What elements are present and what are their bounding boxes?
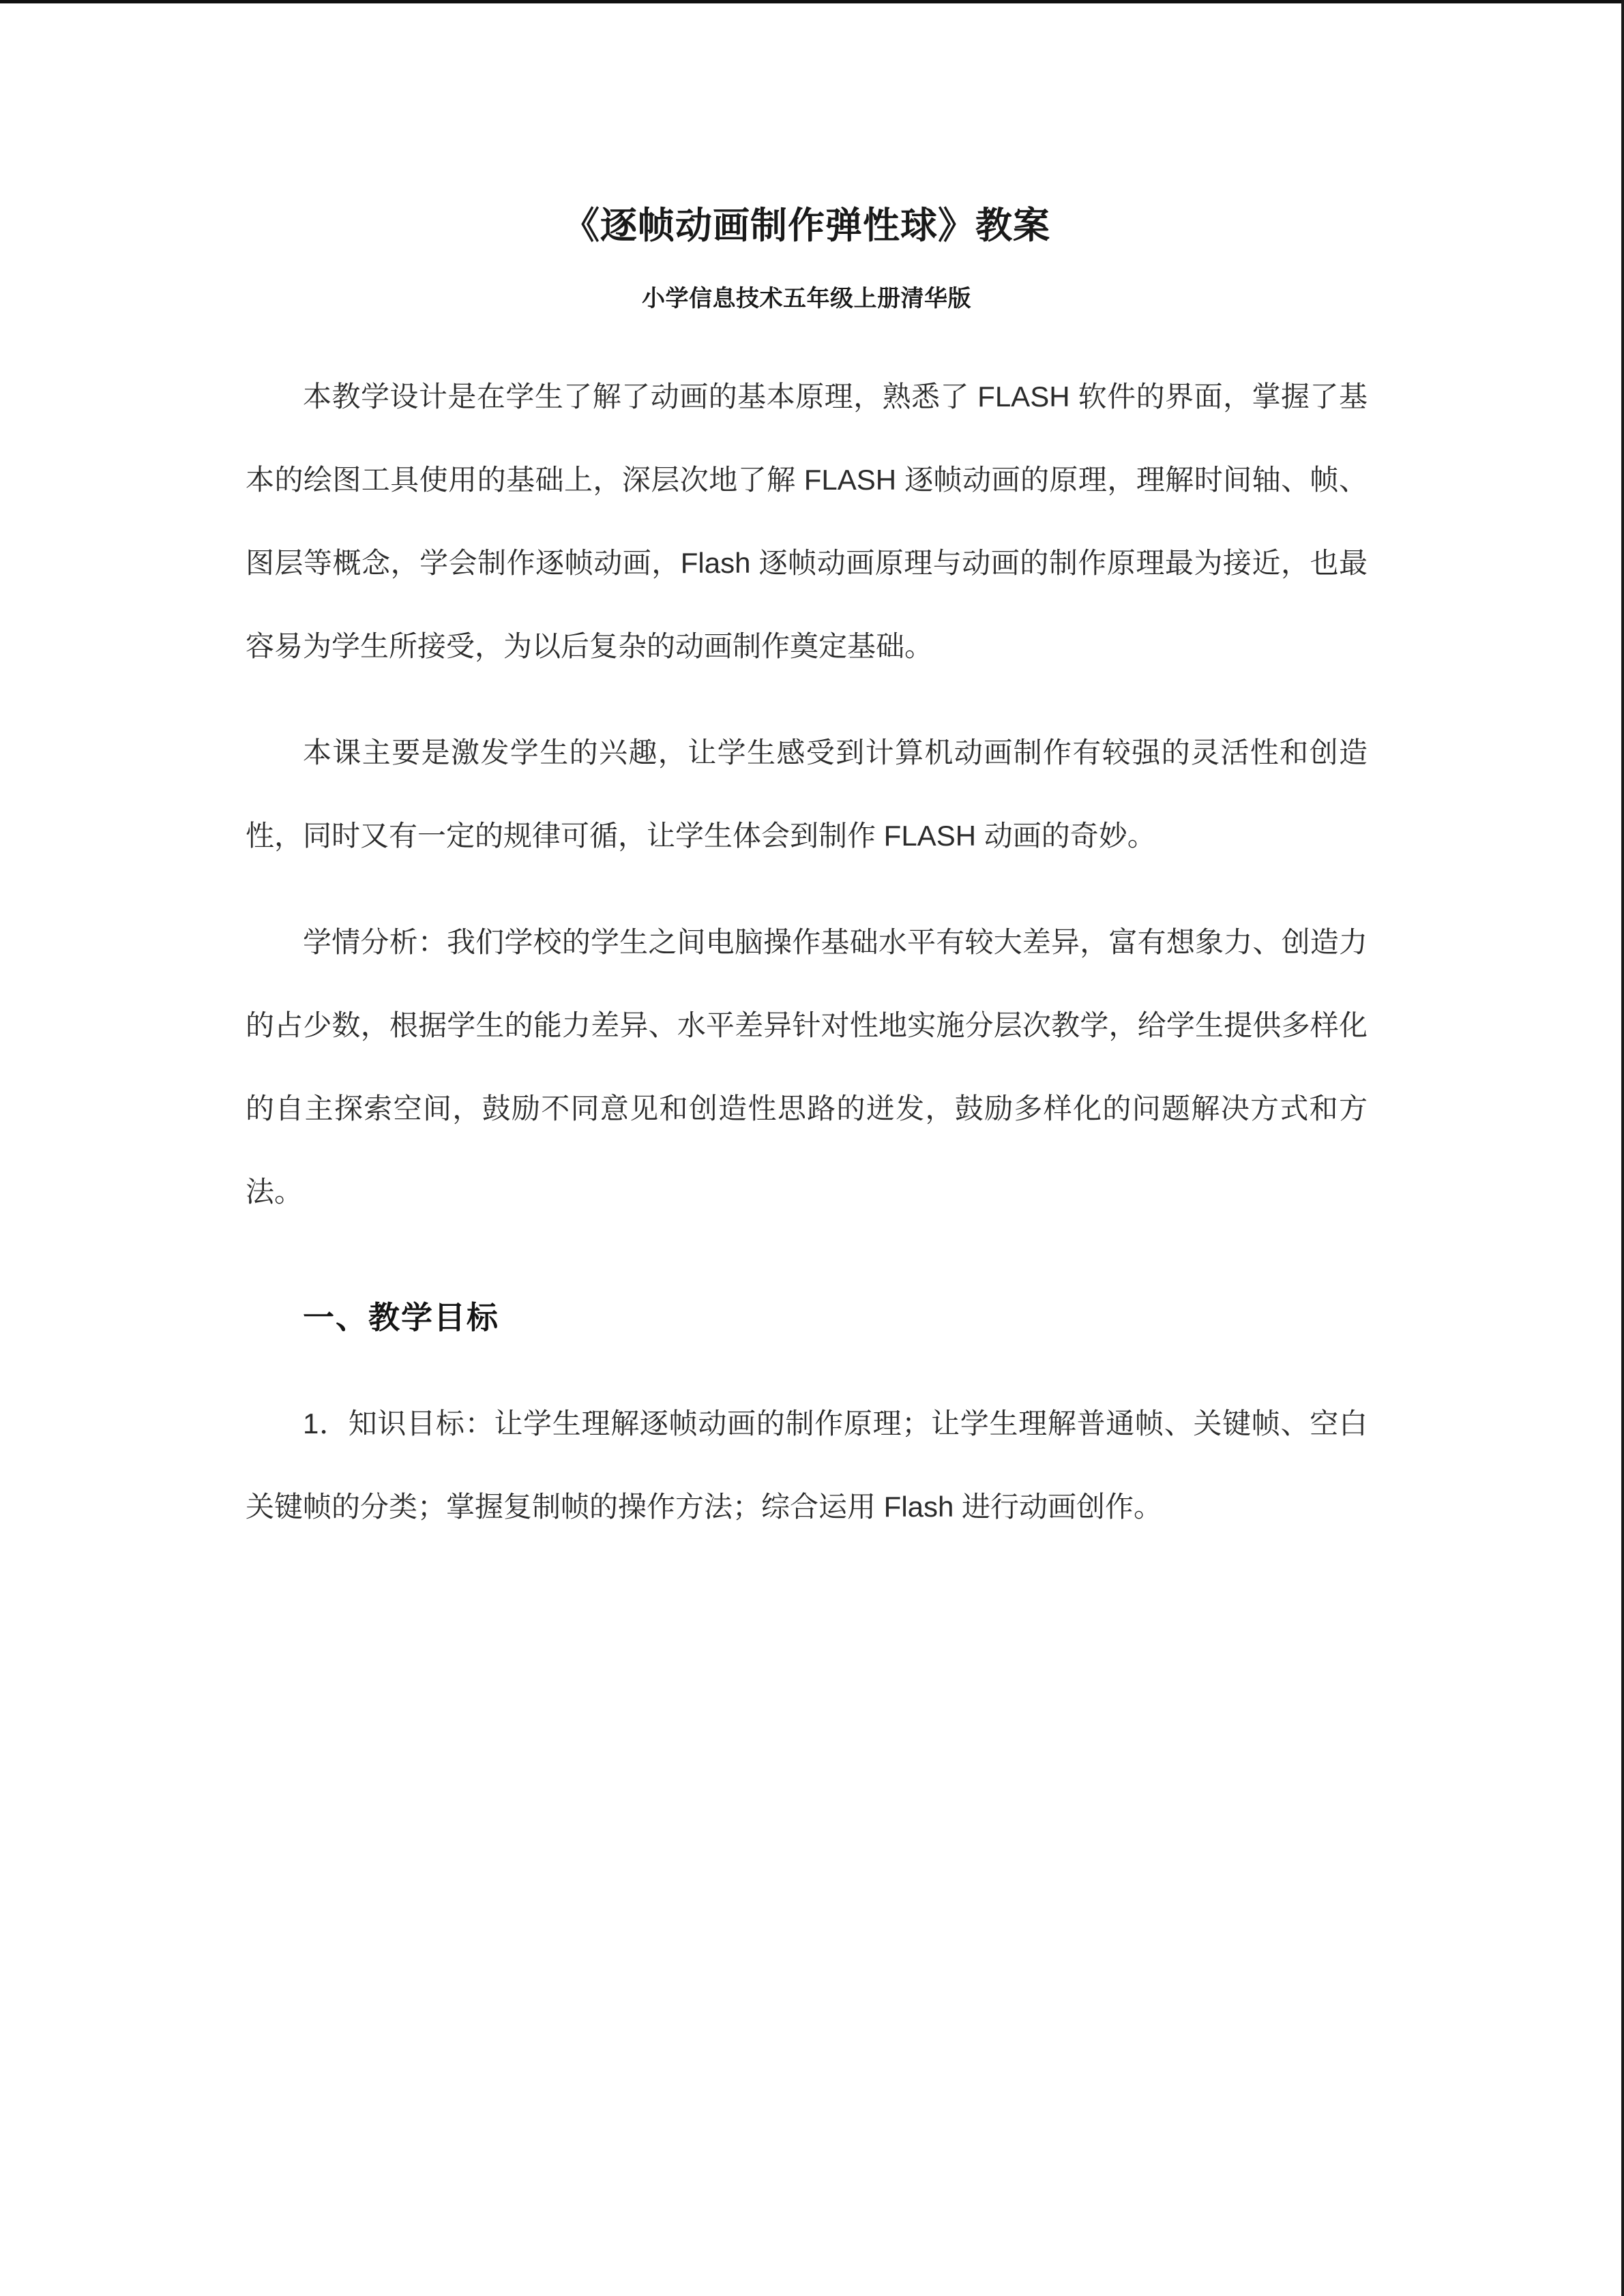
- section-heading-teaching-objectives: 一、教学目标: [303, 1299, 499, 1335]
- page-right-border: [1621, 0, 1624, 2296]
- body-paragraph-2: 本课主要是激发学生的兴趣，让学生感受到计算机动画制作有较强的灵活性和创造性，同时又有一定的规律可循，让学生体会到制作 FLASH 动画的奇妙。: [246, 736, 1368, 852]
- body-paragraph-1: 本教学设计是在学生了解了动画的基本原理，熟悉了 FLASH 软件的界面，掌握了基本的绘图工具使用的基础上，深层次地了解 FLASH 逐帧动画的原理，理解时间轴、帧、图层等概念，学会制作逐帧动画，Flash 逐帧动画原理与动画的制作原理最为接近，也最容易为学生所接受，为以后复杂的动画制作奠定基础。: [246, 380, 1368, 662]
- page-title: 《逐帧动画制作弹性球》教案: [563, 205, 1050, 246]
- page-subtitle: 小学信息技术五年级上册清华版: [642, 285, 971, 312]
- objective-item-knowledge: 1．知识目标：让学生理解逐帧动画的制作原理；让学生理解普通帧、关键帧、空白关键帧的分类；掌握复制帧的操作方法；综合运用 Flash 进行动画创作。: [246, 1407, 1368, 1523]
- body-paragraph-3: 学情分析：我们学校的学生之间电脑操作基础水平有较大差异，富有想象力、创造力的占少数，根据学生的能力差异、水平差异针对性地实施分层次教学，给学生提供多样化的自主探索空间，鼓励不同意见和创造性思路的迸发，鼓励多样化的问题解决方式和方法。: [246, 925, 1368, 1208]
- document-content: [246, 0, 1368, 1549]
